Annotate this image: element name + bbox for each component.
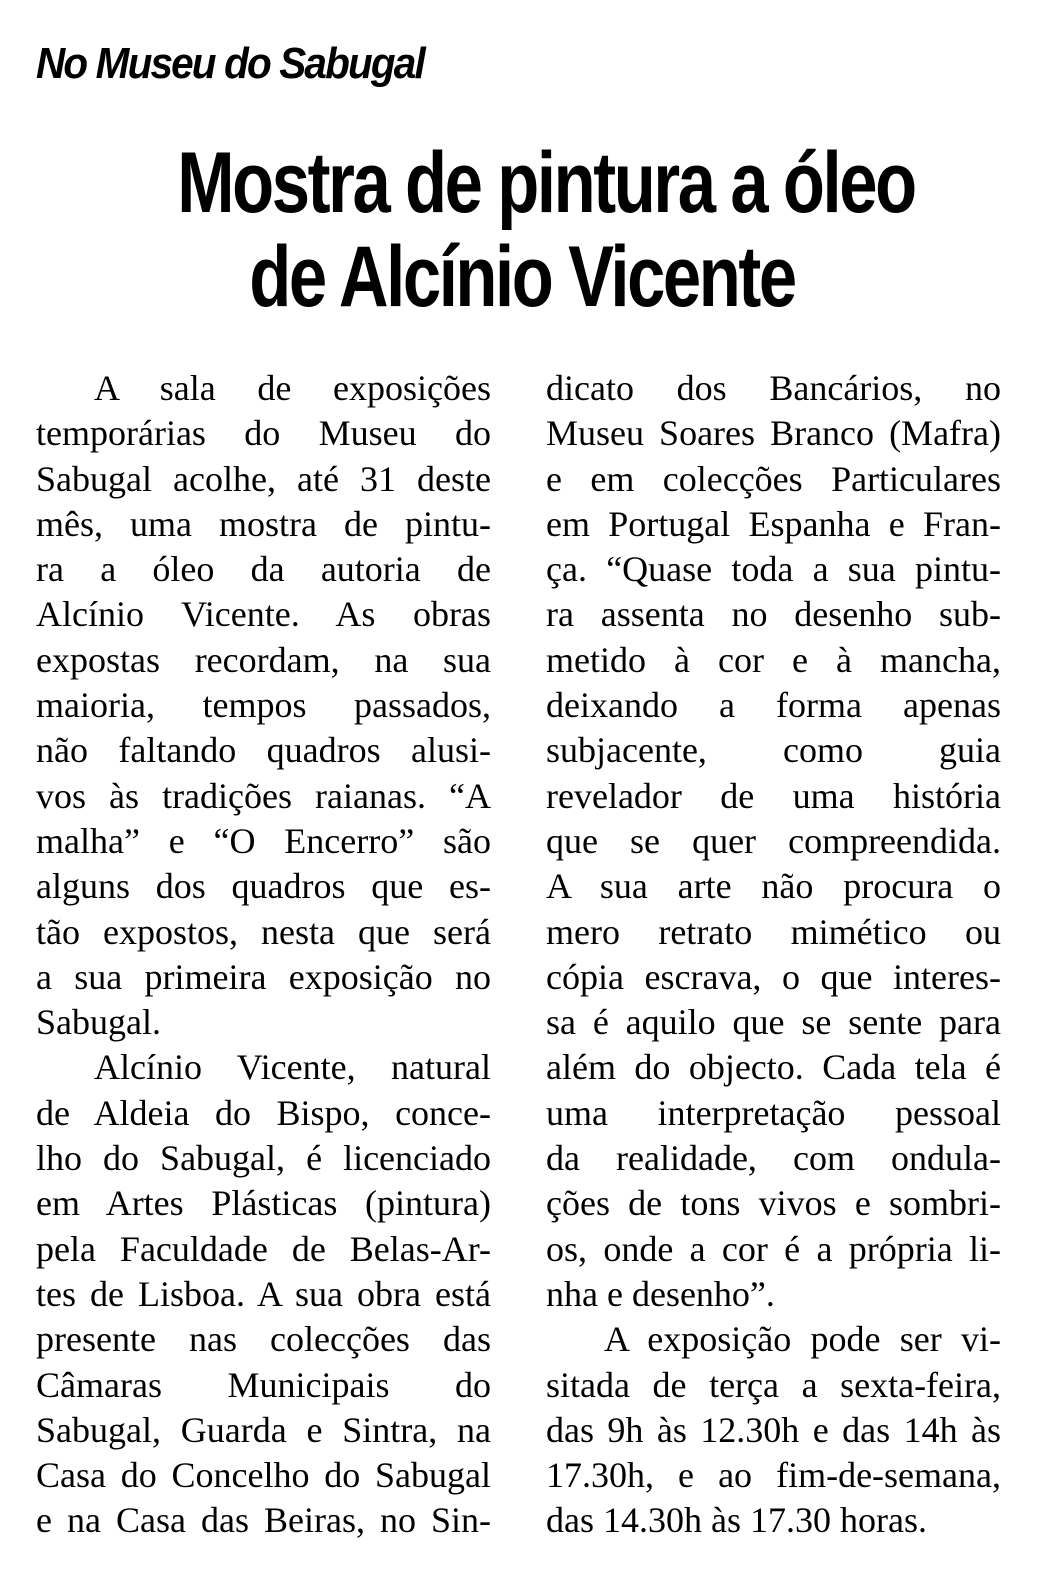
- text-line: Câmaras Municipais do: [36, 1364, 491, 1405]
- headline-line-1-text: Mostra de pintura a óleo: [177, 135, 915, 231]
- text-line: os, onde a cor é a própria li-: [546, 1228, 1001, 1269]
- text-line: não faltando quadros alusi-: [36, 730, 491, 771]
- text-line: das 9h às 12.30h e das 14h às: [546, 1409, 1001, 1450]
- text-line: das 14.30h às 17.30 horas.: [546, 1500, 927, 1541]
- text-line: cópia escrava, o que interes-: [546, 956, 1001, 997]
- text-line: nha e desenho”.: [546, 1273, 775, 1314]
- text-line: ra a óleo da autoria de: [36, 549, 491, 590]
- text-line: ções de tons vivos e sombri-: [546, 1183, 1001, 1224]
- text-line: Sabugal acolhe, até 31 deste: [36, 458, 491, 499]
- text-line: ça. “Quase toda a sua pintu-: [546, 549, 1001, 590]
- text-line: Casa do Concelho do Sabugal: [36, 1455, 491, 1496]
- text-line: A sala de exposições: [94, 368, 491, 408]
- article-headline-line-2: [0, 229, 1050, 325]
- text-line: em Portugal Espanha e Fran-: [546, 503, 1001, 544]
- text-line: metido à cor e à mancha,: [546, 639, 1001, 680]
- text-line: da realidade, com ondula-: [546, 1138, 1001, 1179]
- text-line: tão expostos, nesta que será: [36, 911, 491, 952]
- text-line: lho do Sabugal, é licenciado: [36, 1138, 491, 1179]
- text-line: sitada de terça a sexta-feira,: [546, 1364, 1001, 1405]
- text-line: e na Casa das Beiras, no Sin-: [36, 1500, 491, 1541]
- headline-line-2-text: de Alcínio Vicente: [249, 229, 795, 325]
- text-line: sa é aquilo que se sente para: [546, 1002, 1001, 1043]
- text-line: revelador de uma história: [546, 775, 1001, 816]
- text-line: que se quer compreendida.: [546, 820, 1001, 861]
- text-line: vos às tradições raianas. “A: [36, 775, 491, 816]
- text-line: maioria, tempos passados,: [36, 685, 491, 726]
- article-headline-line-1: [18, 135, 1056, 231]
- text-line: alguns dos quadros que es-: [36, 866, 491, 907]
- text-line: Alcínio Vicente. As obras: [36, 594, 491, 635]
- text-line: Museu Soares Branco (Mafra): [546, 413, 1001, 454]
- article-column-right: [546, 366, 1001, 1544]
- text-line: tes de Lisboa. A sua obra está: [36, 1273, 491, 1314]
- text-line: mero retrato mimético ou: [546, 911, 1001, 952]
- text-line: Sabugal.: [36, 1002, 161, 1043]
- text-line: presente nas colecções das: [36, 1319, 491, 1360]
- text-line: expostas recordam, na sua: [36, 639, 491, 680]
- text-line: Sabugal, Guarda e Sintra, na: [36, 1409, 491, 1450]
- text-line: mês, uma mostra de pintu-: [36, 503, 491, 544]
- text-line: temporárias do Museu do: [36, 413, 491, 454]
- text-line: A exposição pode ser vi-: [604, 1319, 1001, 1360]
- text-line: uma interpretação pessoal: [546, 1092, 1001, 1133]
- text-line: a sua primeira exposição no: [36, 956, 491, 997]
- text-line: ra assenta no desenho sub-: [546, 594, 1001, 635]
- text-line: em Artes Plásticas (pintura): [36, 1183, 491, 1224]
- text-line: deixando a forma apenas: [546, 685, 1001, 726]
- text-line: dicato dos Bancários, no: [546, 368, 1001, 408]
- text-line: de Aldeia do Bispo, conce-: [36, 1092, 491, 1133]
- article-column-left: [36, 366, 491, 1544]
- text-line: subjacente, como guia: [546, 730, 1001, 771]
- text-line: A sua arte não procura o: [546, 866, 1001, 907]
- text-line: além do objecto. Cada tela é: [546, 1047, 1001, 1088]
- text-line: 17.30h, e ao fim-de-semana,: [546, 1455, 1001, 1496]
- text-line: Alcínio Vicente, natural: [94, 1047, 491, 1088]
- text-line: pela Faculdade de Belas-Ar-: [36, 1228, 491, 1269]
- text-line: e em colecções Particulares: [546, 458, 1001, 499]
- article-kicker: No Museu do Sabugal: [36, 39, 424, 88]
- text-line: malha” e “O Encerro” são: [36, 820, 491, 861]
